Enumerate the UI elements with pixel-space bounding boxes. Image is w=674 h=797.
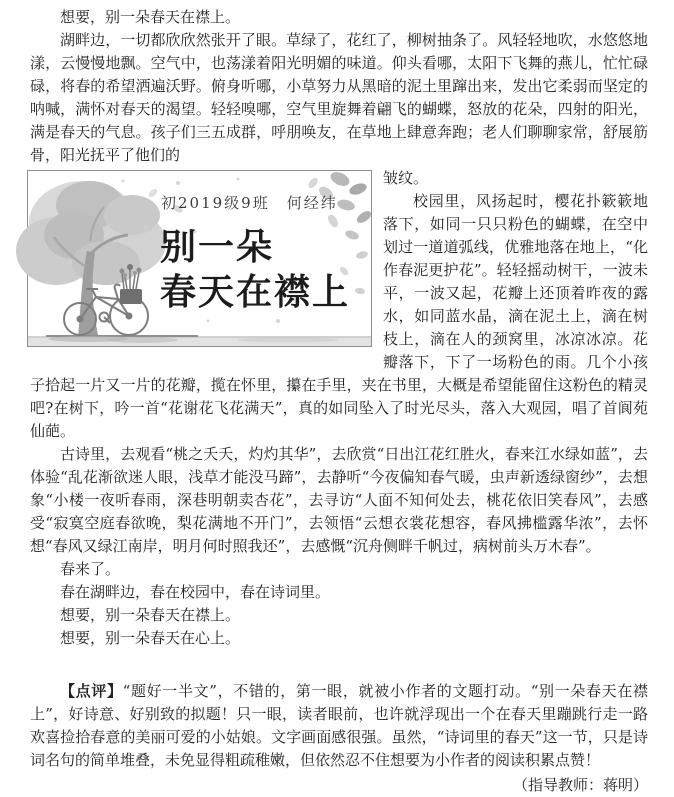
title-artwork-card xyxy=(27,170,372,347)
essay-closing-line-2: 想要，别一朵春天在心上。 xyxy=(60,629,241,647)
artwork-title-line2: 春天在襟上 xyxy=(160,272,351,313)
essay-paragraph-poems: 古诗里，去观看“桃之夭夭，灼灼其华”，去欣赏“日出江花红胜火，春来江水绿如蓝”，去体验“乱花渐欲迷人眼，浅草才能没马蹄”，去静听“今夜偏知春气暖，虫声新透绿窗纱”，去想象“小楼一夜听春雨，深巷明朝卖杏花”，去寻访“人面不知何处去，桃花依旧笑春风”，去感受“寂寞空庭春欲晚，梨花满地不开门”，去领悟“云想衣裳花想容，春风拂槛露华浓”，去怀想“春风又绿江南岸，明月何时照我还”，去感慨“沉舟侧畔千帆过，病树前头万木春”。 xyxy=(30,445,648,555)
essay-paragraph-campus: 校园里，风扬起时，樱花扑簌簌地落下，如同一只只粉色的蝴蝶，在空中划过一道道弧线，优雅地落在地上，“化作春泥更护花”。轻轻摇动树干，一波未平，一波又起，花瓣上还顶着昨夜的露水，如同蓝水晶，滴在泥土上，滴在树枝上，滴在人的颈窝里，冰凉冰凉。花瓣落下，下了一场粉色的雨。几个小孩子拾起一片又一片的花瓣，揽在怀里，攥在手里，夹在书里，大概是希望能留住这粉色的精灵吧?在树下，吟一首“花谢花飞花满天”，真的如同坠入了时光尽头，落入大观园，唱了首阆苑仙葩。 xyxy=(30,192,648,440)
essay-paragraph-tail: 皱纹。 xyxy=(383,169,429,187)
teacher-comment xyxy=(30,680,648,772)
essay-opening-line: 想要，别一朵春天在襟上。 xyxy=(60,8,241,26)
ground-icon xyxy=(28,336,371,346)
essay-closing-line-1: 想要，别一朵春天在襟上。 xyxy=(60,606,241,624)
artwork-title-line1: 别一朵 xyxy=(160,227,275,268)
artwork-byline: 初2019级9班 何经纬 xyxy=(161,194,338,212)
essay-paragraph-spring-places: 春在湖畔边，春在校园中，春在诗词里。 xyxy=(60,583,331,601)
essay-paragraph-lakeside: 湖畔边，一切都欣欣然张开了眼。草绿了，花红了，柳树抽条了。风轻轻地吹，水悠悠地漾，云慢慢地飘。空气中，也荡漾着阳光明媚的味道。仰头看哪，太阳下飞舞的燕儿，忙忙碌碌，将春的希望洒遍沃野。俯身听哪，小草努力从黑暗的泥土里蹿出来，发出它柔弱而坚定的呐喊，满怀对春天的渴望。轻轻嗅哪，空气里旋舞着翩飞的蝴蝶，怒放的花朵，四射的阳光，满是春天的气息。孩子们三五成群，呼朋唤友，在草地上肆意奔跑；老人们聊聊家常，舒展筋骨，阳光抚平了他们的 xyxy=(30,31,648,164)
essay-paragraph-spring-came: 春来了。 xyxy=(60,560,121,578)
comment-label: 【点评】 xyxy=(60,682,123,700)
teacher-comment-block xyxy=(30,680,648,797)
flower-basket-icon xyxy=(120,264,143,304)
artwork-title xyxy=(160,225,350,315)
advisor-credit: （指导教师：蒋明） xyxy=(512,776,648,794)
tree-icon xyxy=(16,181,166,339)
comment-body: “题好一半文”，不错的，第一眼，就被小作者的文题打动。“别一朵春天在襟上”，好诗意、好别致的拟题！只一眼，读者眼前，也许就浮现出一个在春天里蹦跳行走一路欢喜捡拾春意的美丽可爱的小姑娘。文字画面感很强。虽然，“诗词里的春天”这一节，只是诗词名句的简单堆叠，未免显得粗疏稚嫩，但依然忍不住想要为小作者的阅读积累点赞！ xyxy=(30,682,648,769)
